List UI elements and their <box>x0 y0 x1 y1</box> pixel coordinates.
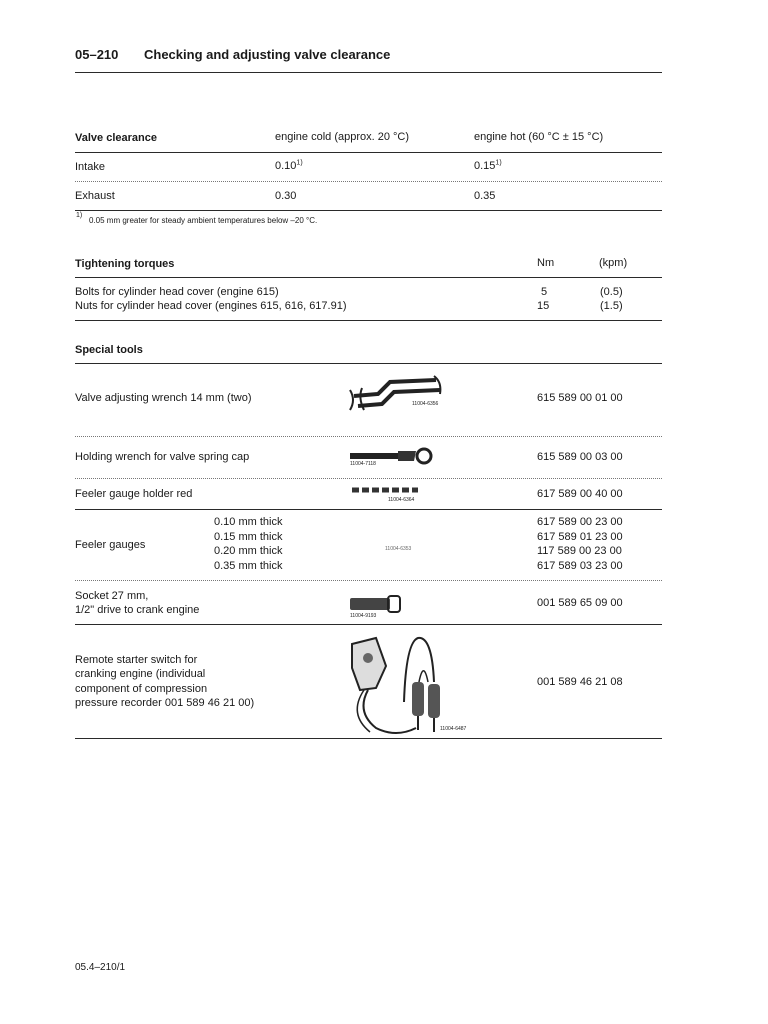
tool-3-ref: 11004-6364 <box>388 497 415 503</box>
feeler-part-1: 617 589 00 23 00 <box>537 516 623 528</box>
engine-hot-header: engine hot (60 °C ± 15 °C) <box>474 131 604 143</box>
tool-4-label: Feeler gauges <box>75 539 146 551</box>
feeler-part-3: 117 589 00 23 00 <box>537 545 622 557</box>
feeler-size-4: 0.35 mm thick <box>214 560 283 572</box>
tool-3-part-number: 617 589 00 40 00 <box>537 488 623 500</box>
valve-clearance-header: Valve clearance <box>75 132 157 144</box>
feeler-size-2: 0.15 mm thick <box>214 531 283 543</box>
page-title: Checking and adjusting valve clearance <box>144 47 391 62</box>
table-rule <box>75 277 662 278</box>
torques-header: Tightening torques <box>75 258 175 270</box>
tool-3-label: Feeler gauge holder red <box>75 488 193 500</box>
nm-header: Nm <box>537 257 555 269</box>
torque-row-2-kpm: (1.5) <box>600 300 623 312</box>
table-rule <box>75 738 662 739</box>
footnote-text: 0.05 mm greater for steady ambient temperatures below –20 °C. <box>89 216 318 225</box>
tool-6-label-line-4: pressure recorder 001 589 46 21 00) <box>75 697 255 709</box>
table-rule <box>75 320 662 321</box>
double-offset-wrench-icon <box>348 374 448 414</box>
tool-6-label-line-3: component of compression <box>75 683 208 695</box>
tool-2-ref: 11004-7118 <box>350 461 376 467</box>
intake-label: Intake <box>75 161 105 173</box>
intake-hot-value: 0.15$^{1)}$ <box>474 159 502 172</box>
tool-1-part-number: 615 589 00 01 00 <box>537 392 623 404</box>
tool-6-ref: 11004-6487 <box>440 726 467 732</box>
tool-2-part-number: 615 589 00 03 00 <box>537 451 623 463</box>
tool-1-label: Valve adjusting wrench 14 mm (two) <box>75 392 252 404</box>
torque-row-2-label: Nuts for cylinder head cover (engines 615, 616, 617.91) <box>75 300 347 312</box>
row-divider <box>75 580 662 581</box>
tool-6-label-line-2: cranking engine (individual <box>75 668 206 680</box>
footnote-mark: 1) <box>76 212 83 219</box>
tool-5-part-number: 001 589 65 09 00 <box>537 597 623 609</box>
feeler-gauge-holder-icon <box>350 484 420 496</box>
table-rule <box>75 624 662 625</box>
header-rule <box>75 72 662 73</box>
intake-cold-value: 0.10$^{1)}$ <box>275 159 303 172</box>
tool-4-ref: 11004-6353 <box>385 546 412 552</box>
feeler-size-3: 0.20 mm thick <box>214 545 283 557</box>
row-divider <box>75 436 662 437</box>
torque-row-1-kpm: (0.5) <box>600 286 623 298</box>
feeler-size-1: 0.10 mm thick <box>214 516 283 528</box>
feeler-part-2: 617 589 01 23 00 <box>537 531 623 543</box>
exhaust-hot-value: 0.35 <box>474 190 496 202</box>
row-divider <box>75 478 662 479</box>
tool-5-label-line-1: Socket 27 mm, <box>75 590 149 602</box>
engine-cold-header: engine cold (approx. 20 °C) <box>275 131 410 143</box>
doc-code: 05.4–210/1 <box>75 962 126 973</box>
footnote-ref: 1) <box>296 159 303 167</box>
table-rule <box>75 509 662 510</box>
tool-2-label: Holding wrench for valve spring cap <box>75 451 250 463</box>
exhaust-cold-value: 0.30 <box>275 190 297 202</box>
tool-6-part-number: 001 589 46 21 08 <box>537 676 623 688</box>
torque-row-2-nm: 15 <box>537 300 550 312</box>
tool-5-ref: 11004-9193 <box>350 613 377 619</box>
table-rule <box>75 152 662 153</box>
tool-6-label-line-1: Remote starter switch for <box>75 654 198 666</box>
footnote-ref: 1) <box>495 159 502 167</box>
table-rule <box>75 210 662 211</box>
special-tools-header: Special tools <box>75 344 143 356</box>
remote-starter-switch-icon <box>346 632 466 740</box>
exhaust-label: Exhaust <box>75 190 115 202</box>
tool-1-ref: 11004-6356 <box>412 401 439 407</box>
tool-5-label-line-2: 1/2" drive to crank engine <box>75 604 200 616</box>
torque-row-1-nm: 5 <box>541 286 548 298</box>
socket-icon <box>348 594 404 614</box>
feeler-part-4: 617 589 03 23 00 <box>537 560 623 572</box>
page-number: 05–210 <box>75 47 119 62</box>
torque-row-1-label: Bolts for cylinder head cover (engine 615) <box>75 286 279 298</box>
table-rule <box>75 363 662 364</box>
row-divider <box>75 181 662 182</box>
kpm-header: (kpm) <box>599 257 628 269</box>
